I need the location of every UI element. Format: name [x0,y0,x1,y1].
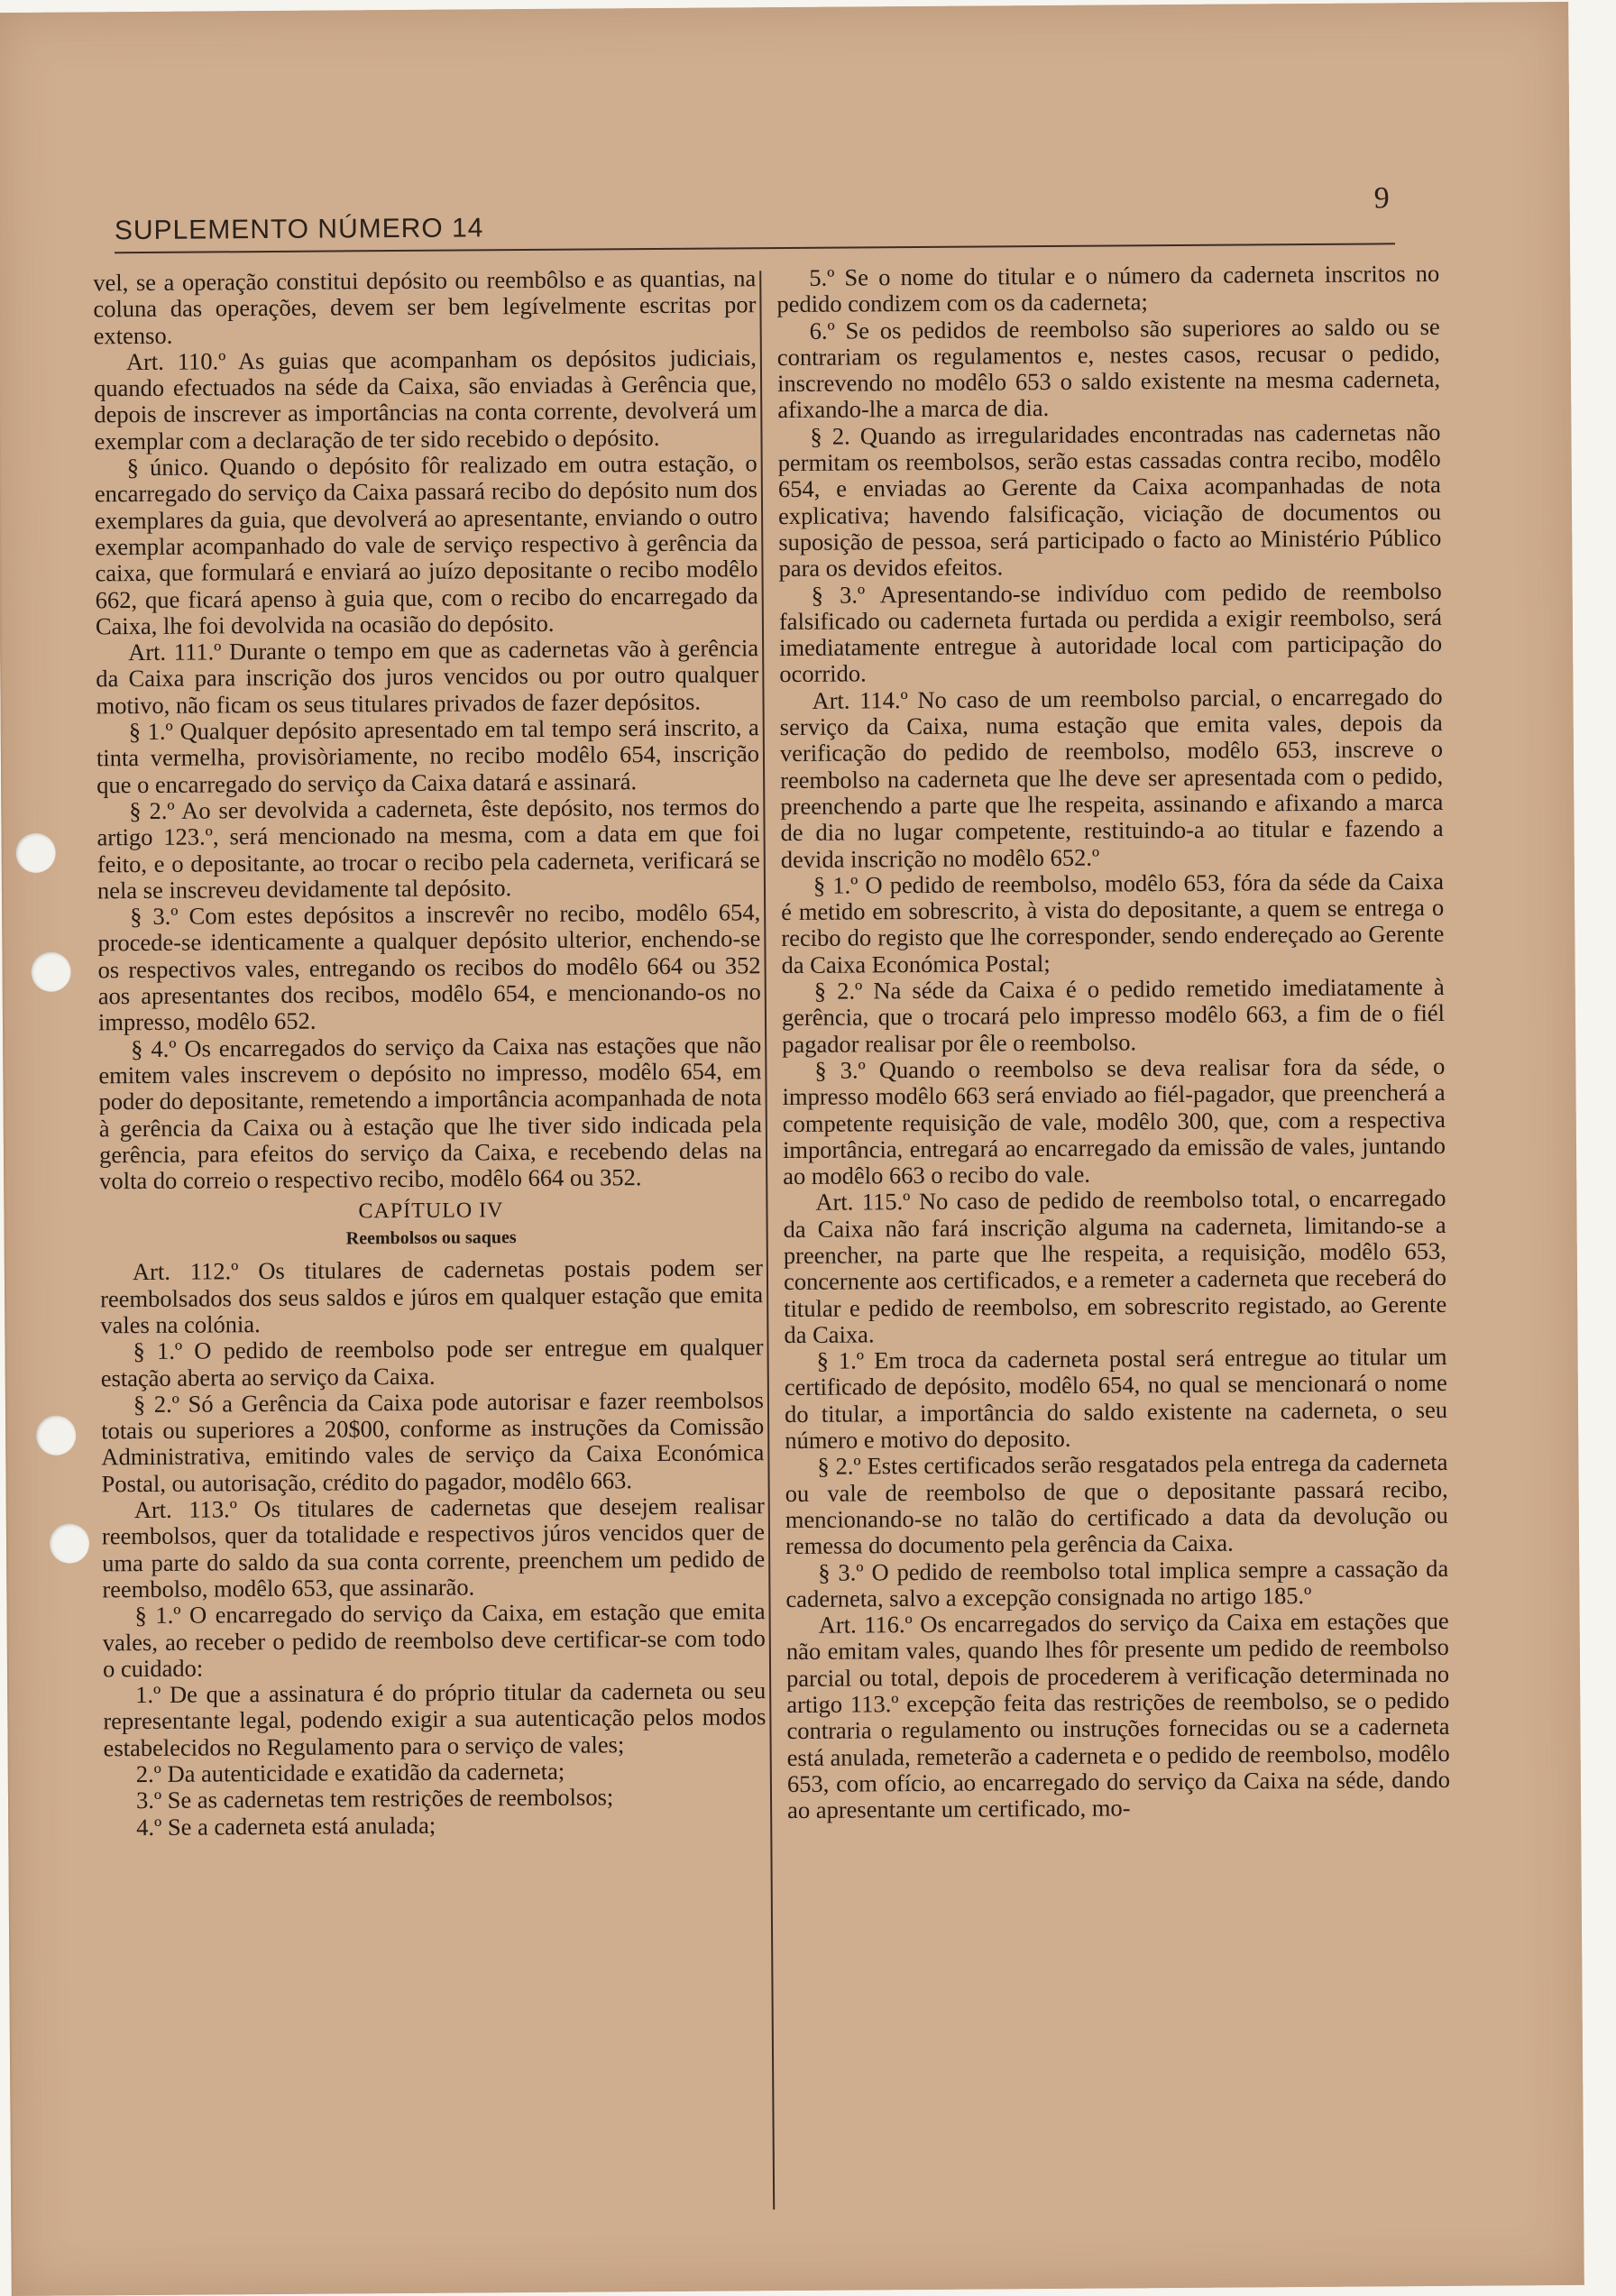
paragraph: § 1.º Em troca da caderneta postal será entregue ao titular um certificado de depósito, modêlo 654, no qual se mencionará o nome do titular, a importância do saldo existente na caderneta, o seu número e motivo do deposito. [784,1343,1448,1455]
list-item: 1.º De que a assinatura é do próprio titular da caderneta ou seu representante legal, podendo exigir a sua autenticação pelos modos estabelecidos no Regulamento para o serviço de vales; [103,1676,767,1762]
paragraph: vel, se a operação constitui depósito ou reembôlso e as quantias, na coluna das operações, devem ser bem legívelmente escritas por extenso. [93,264,757,349]
article-110: Art. 110.º As guias que acompanham os depósitos judiciais, quando efectuados na séde da Caixa, são enviadas à Gerência que, depois de inscrever as importâncias na conta corrente, devolverá um exemplar com a declaração de ter sido recebido o depósito. [93,344,758,455]
paragraph: § 3.º Com estes depósitos a inscrevêr no recibo, modêlo 654, procede-se identicamente a qualquer depósito ulterior, enchendo-se os respectivos vales, entregando os recibos do modêlo 664 ou 352 aos apresentantes dos recibos, modêlo 654, e mencionando-os no impresso, modêlo 652. [97,898,761,1036]
article-111: Art. 111.º Durante o tempo em que as cadernetas vão à gerência da Caixa para inscrição dos juros vencidos ou por outro qualquer motivo, não ficam os seus titulares privados de fazer depósitos. [96,634,759,720]
paragraph: § 2.º Na séde da Caixa é o pedido remetido imediatamente à gerência, que o trocará pelo impresso modêlo 663, a fim de o fiél pagador realisar por êle o reembolso. [781,972,1446,1058]
page-header-title: SUPLEMENTO NÚMERO 14 [114,213,484,246]
paragraph: § 3.º O pedido de reembolso total implica sempre a cassação da caderneta, salvo a excepção consignada no artigo 185.º [785,1554,1449,1612]
paragraph: § único. Quando o depósito fôr realizado em outra estação, o encarregado do serviço da Caixa passará recibo do depósito num dos exemplares da guia, que devolverá ao apresentante, enviando o outro exemplar acompanhado do vale de serviço respectivo à gerência da caixa, que formulará e enviará ao juízo depositante o recibo modêlo 662, que ficará apenso à guia que, com o recibo do encarregado da Caixa, lhe foi devolvida na ocasião do depósito. [94,449,758,640]
article-116: Art. 116.º Os encarregados do serviço da Caixa em estações que não emitam vales, quando lhes fôr presente um pedido de reembolso parcial ou total, depois de procederem à verificação determinada no artigo 113.º excepção feita das restrições de reembolso, se o pedido contraria o regulamento ou instruções fornecidas ou se a caderneta está anulada, remeterão a caderneta e o pedido de reembolso, modêlo 653, com ofício, ao encarregado do serviço da Caixa na séde, dando ao apresentante um certificado, mo- [785,1607,1451,1824]
article-115: Art. 115.º No caso de pedido de reembolso total, o encarregado da Caixa não fará inscrição alguma na caderneta, limitando-se a preencher, na parte que lhe respeita, a requisição, modêlo 653, concernente aos certificados, e a remeter a caderneta que receberá do titular e pedido de reembolso, em sobrescrito registado, ao Gerente da Caixa. [783,1184,1447,1348]
chapter-heading: CAPÍTULO IV [358,1199,504,1224]
punch-hole [36,1416,76,1456]
paragraph: § 2.º Ao ser devolvida a caderneta, êste depósito, nos termos do artigo 123.º, será mencionado na mesma, com a data em que foi feito, e o depositante, ao trocar o recibo pela caderneta, verificará se nela se inscreveu devidamente tal depósito. [96,793,760,905]
chapter-subheading: Reembolsos ou saques [345,1227,517,1249]
right-column [776,261,1450,1824]
article-114: Art. 114.º No caso de um reembolso parcial, o encarregado do serviço da Caixa, numa estação que emita vales, depois da verificação do pedido de reembolso, modêlo 653, inscreve o reembolso na caderneta que lhe deve ser apresentada com o pedido, preenchendo a parte que lhe respeita, assinando e afixando a marca de dia no lugar competente, restituindo-a ao titular e fazendo a devida inscrição no modêlo 652.º [779,682,1444,873]
paragraph: § 3.º Apresentando-se indivíduo com pedido de reembolso falsificado ou caderneta furtada ou perdida a exigir reembolso, será imediatamente entregue à autoridade local com participação do ocorrido. [778,576,1443,688]
article-113: Art. 113.º Os titulares de cadernetas que desejem realisar reembolsos, quer da totalidade e respectivos júros vencidos quer de uma parte do saldo da sua conta corrente, preenchem um pedido de reembolso, modêlo 653, que assinarão. [101,1492,766,1603]
paragraph: § 2.º Estes certificados serão resgatados pela entrega da caderneta ou vale de reembolso de que o depositante passará recibo, mencionando-se no talão do certificado a data da devolução ou remessa do documento pela gerência da Caixa. [785,1448,1448,1560]
punch-hole [50,1523,89,1563]
list-item: 6.º Se os pedidos de reembolso são superiores ao saldo ou se contrariam os regulamentos e, nestes casos, recusar o pedido, inscrevendo no modêlo 653 o saldo existente na mesma caderneta, afixando-lhe a marca de dia. [776,312,1441,424]
paragraph: § 1.º Qualquer depósito apresentado em tal tempo será inscrito, a tinta vermelha, provisòriamente, no recibo modêlo 654, inscrição que o encarregado do serviço da Caixa datará e assinará. [96,713,760,798]
left-column [93,265,767,1841]
article-112: Art. 112.º Os titulares de cadernetas postais podem ser reembolsados dos seus saldos e júros em qualquer estação que emita vales na colónia. [100,1254,764,1339]
list-item: 4.º Se a caderneta está anulada; [136,1811,436,1841]
paragraph: § 4.º Os encarregados do serviço da Caixa nas estações que não emitem vales inscrevem o depósito no impresso, modêlo 654, em poder do depositante, remetendo a importância acompanhada de nota à gerência da Caixa ou à estação que lhe tiver sido indicada pela gerência, para efeitos do serviço da Caixa, e recebendo delas na volta do correio o respectivo recibo, modêlo 664 ou 352. [98,1030,763,1195]
punch-hole [16,833,56,873]
document-page [0,2,1584,2296]
paragraph: § 1.º O encarregado do serviço da Caixa, em estação que emita vales, ao receber o pedido de reembolso deve certificar-se com todo o cuidado: [102,1597,766,1683]
page-number: 9 [1373,181,1390,216]
list-item: 2.º Da autenticidade e exatidão da caderneta; [135,1757,565,1788]
paragraph: § 1.º O pedido de reembolso, modêlo 653, fóra da séde da Caixa é metido em sobrescrito, à vista do depositante, a quem se entrega o recibo do registo que lhe corresponder, sendo endereçado ao Gerente da Caixa Económica Postal; [781,867,1445,978]
paragraph: § 2. Quando as irregularidades encontradas nas cadernetas não permitam os reembolsos, serão estas cassadas contra recibo, modêlo 654, e enviadas ao Gerente da Caixa acompanhadas de nota explicativa; havendo falsificação, viciação de documentos ou suposição de pessoa, será participado o facto ao Ministério Público para os devidos efeitos. [777,418,1442,583]
paragraph: § 3.º Quando o reembolso se deva realisar fora da séde, o impresso modêlo 663 será enviado ao fiél-pagador, que preencherá a competente requisição de vale, modêlo 300, que, com a respectiva importância, entregará ao encarregado da emissão de vales, juntando ao modêlo 663 o recibo do vale. [782,1052,1446,1190]
punch-hole [31,952,70,992]
page-header [114,181,1395,257]
list-item: 5.º Se o nome do titular e o número da caderneta inscritos no pedido condizem com os da caderneta; [776,259,1440,318]
paragraph: § 2.º Só a Gerência da Caixa pode autorisar e fazer reembolsos totais ou superiores a 20$00, conforme as instruções da Comissão Administrativa, emitindo vales de serviço da Caixa Económica Postal, ou autorisação, crédito do pagador, modêlo 663. [101,1386,765,1498]
list-item: 3.º Se as cadernetas tem restrições de reembolsos; [135,1783,614,1814]
paragraph: § 1.º O pedido de reembolso pode ser entregue em qualquer estação aberta ao serviço da Caixa. [100,1333,764,1391]
